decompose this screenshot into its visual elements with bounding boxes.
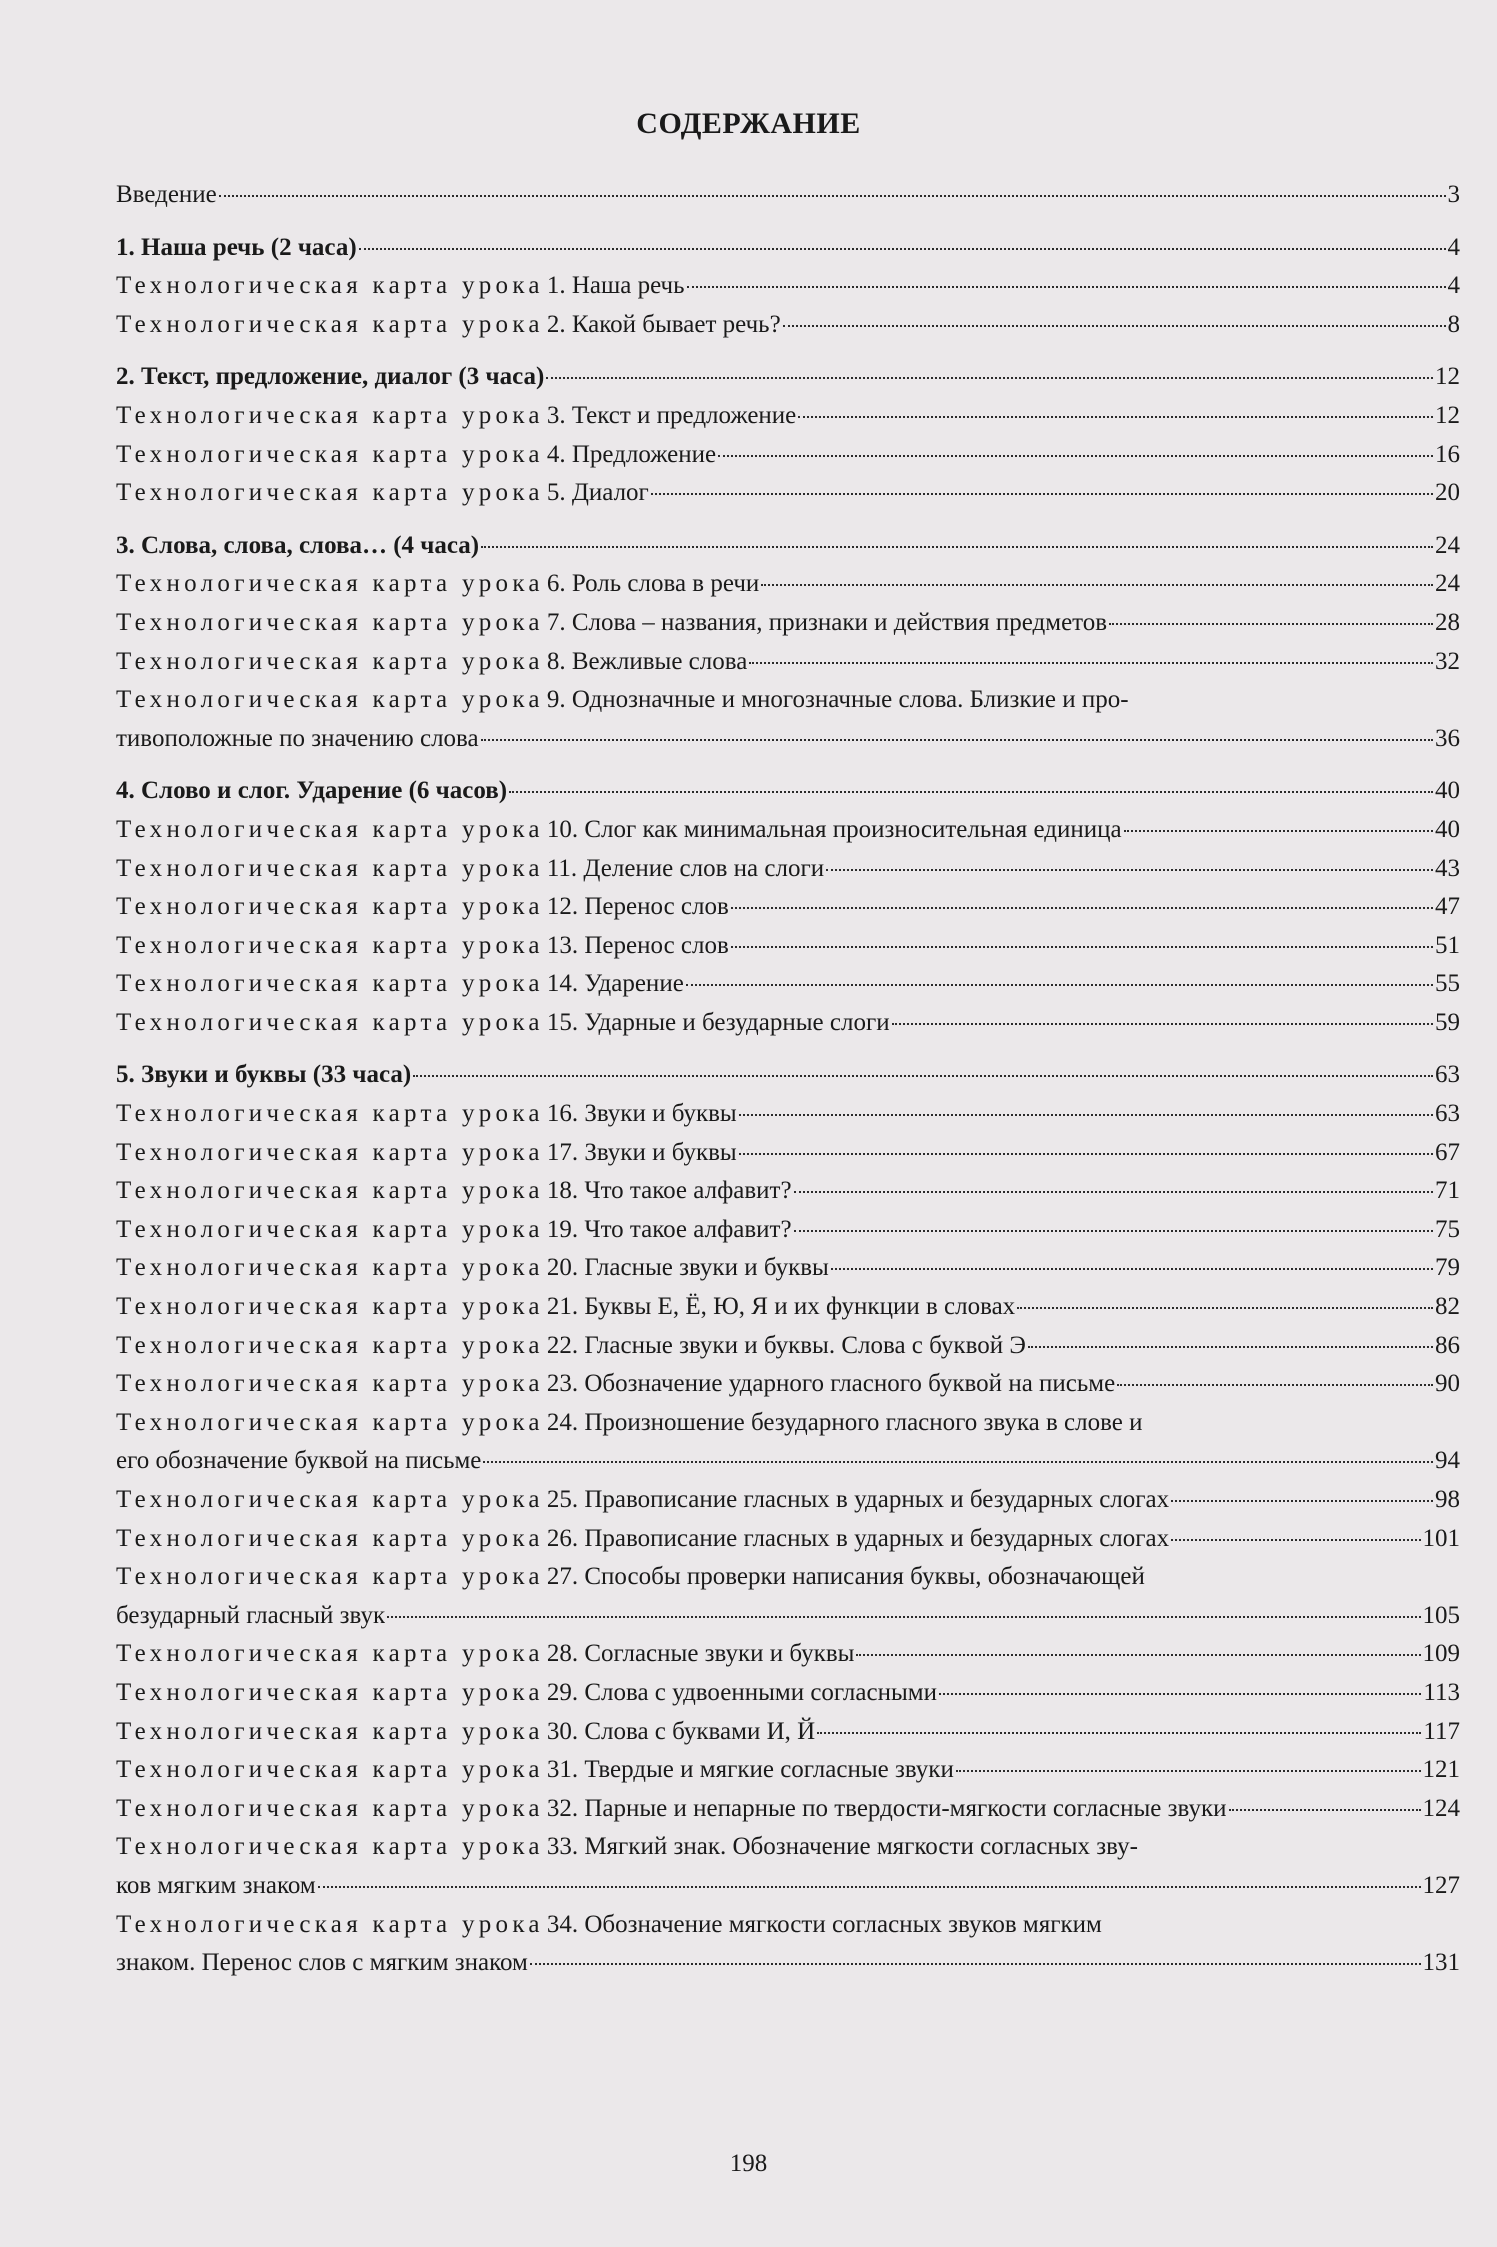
lesson-prefix: Технологическая карта урока (116, 1486, 544, 1513)
lesson-prefix: Технологическая карта урока (116, 1524, 544, 1552)
lesson-prefix: Технологическая карта урока (116, 1678, 544, 1706)
entry-title: 3. Слова, слова, слова… (4 часа) (116, 531, 480, 559)
lesson-prefix: Технологическая карта урока (116, 310, 544, 338)
page-number: 198 (729, 2150, 768, 2177)
dot-leader (359, 248, 1446, 250)
toc-entry (116, 604, 1460, 643)
dot-leader (318, 1886, 1421, 1888)
dot-leader (546, 377, 1433, 379)
dot-leader (1171, 1539, 1420, 1541)
entry-title: 29. Слова с удвоенными согласными (546, 1678, 937, 1706)
toc-entry (116, 1288, 1460, 1327)
entry-title: 5. Диалог (546, 479, 649, 507)
toc-entry (116, 306, 1460, 345)
entry-title: ков мягким знаком (116, 1871, 316, 1899)
lesson-prefix: Технологическая карта урока (116, 1215, 544, 1243)
entry-title: 32. Парные и непарные по твердости-мягкости согласные звуки (546, 1794, 1227, 1822)
toc-section (116, 358, 1460, 397)
dot-leader (1109, 623, 1433, 625)
lesson-prefix: Технологическая карта урока (116, 647, 544, 675)
dot-leader (798, 416, 1433, 418)
page-ref: 67 (1435, 1138, 1460, 1166)
toc-entry (116, 811, 1460, 850)
page-ref: 12 (1435, 363, 1460, 391)
toc-entry (116, 176, 1460, 215)
lesson-prefix: Технологическая карта урока (116, 1794, 544, 1822)
toc-entry (116, 1211, 1460, 1250)
dot-leader (481, 546, 1433, 548)
toc-entry (116, 474, 1460, 513)
toc-entry (116, 1713, 1460, 1752)
lesson-prefix: Технологическая карта урока (116, 970, 544, 998)
toc-entry (116, 643, 1460, 682)
entry-title: 19. Что такое алфавит? (546, 1215, 792, 1243)
entry-title: 27. Способы проверки написания буквы, обозначающей (546, 1563, 1145, 1591)
entry-title: 30. Слова с буквами И, Й (546, 1717, 816, 1745)
page-ref: 94 (1435, 1447, 1460, 1475)
dot-leader (731, 946, 1433, 948)
toc-entry (116, 1790, 1460, 1829)
dot-leader (481, 739, 1433, 741)
entry-title: знаком. Перенос слов с мягким знаком (116, 1949, 528, 1977)
lesson-prefix: Технологическая карта урока (116, 272, 544, 300)
toc-entry (116, 1172, 1460, 1211)
entry-title: 1. Наша речь (546, 272, 685, 300)
page-ref: 109 (1422, 1640, 1460, 1668)
page-ref: 113 (1423, 1678, 1460, 1706)
page-ref: 98 (1435, 1486, 1460, 1513)
entry-title: 25. Правописание гласных в ударных и безударных слогах (546, 1486, 1170, 1513)
entry-title: 24. Произношение безударного гласного звука в слове и (546, 1408, 1143, 1436)
entry-title: 18. Что такое алфавит? (546, 1177, 792, 1205)
entry-title: 14. Ударение (546, 970, 684, 998)
lesson-prefix: Технологическая карта урока (116, 815, 544, 843)
entry-title: 5. Звуки и буквы (33 часа) (116, 1061, 412, 1089)
page-ref: 12 (1435, 401, 1460, 429)
page-ref: 90 (1435, 1370, 1460, 1398)
dot-leader (794, 1191, 1433, 1193)
toc-entry (116, 397, 1460, 436)
entry-title: тивоположные по значению слова (116, 724, 479, 752)
entry-title: 2. Какой бывает речь? (546, 310, 781, 338)
lesson-prefix: Технологическая карта урока (116, 1910, 544, 1938)
entry-title: 23. Обозначение ударного гласного буквой на письме (546, 1370, 1116, 1398)
entry-title: 13. Перенос слов (546, 931, 729, 959)
lesson-prefix: Технологическая карта урока (116, 1100, 544, 1128)
entry-title: 4. Слово и слог. Ударение (6 часов) (116, 777, 508, 805)
entry-title: 33. Мягкий знак. Обозначение мягкости согласных зву- (546, 1833, 1138, 1861)
lesson-prefix: Технологическая карта урока (116, 1008, 544, 1036)
page-ref: 117 (1423, 1717, 1460, 1745)
dot-leader (1171, 1500, 1433, 1502)
page-title: СОДЕРЖАНИЕ (636, 107, 861, 140)
lesson-prefix: Технологическая карта урока (116, 440, 544, 468)
page-ref: 40 (1435, 815, 1460, 843)
lesson-prefix: Технологическая карта урока (116, 1563, 544, 1591)
entry-title: 11. Деление слов на слоги (546, 854, 825, 882)
lesson-prefix: Технологическая карта урока (116, 686, 544, 714)
toc-entry (116, 1906, 1460, 1983)
dot-leader (939, 1693, 1421, 1695)
dot-leader (783, 325, 1446, 327)
toc-entry (116, 267, 1460, 306)
dot-leader (1229, 1809, 1421, 1811)
entry-title: 12. Перенос слов (546, 893, 729, 921)
page-ref: 4 (1447, 272, 1460, 300)
entry-title: 34. Обозначение мягкости согласных звуков мягким (546, 1910, 1102, 1938)
dot-leader (731, 907, 1433, 909)
entry-title: 17. Звуки и буквы (546, 1138, 737, 1166)
page-ref: 63 (1435, 1100, 1460, 1128)
dot-leader (509, 791, 1433, 793)
lesson-prefix: Технологическая карта урока (116, 1717, 544, 1745)
page-ref: 4 (1447, 233, 1460, 261)
lesson-prefix: Технологическая карта урока (116, 1254, 544, 1282)
lesson-prefix: Технологическая карта урока (116, 401, 544, 429)
dot-leader (1124, 830, 1433, 832)
toc-entry (116, 1249, 1460, 1288)
lesson-prefix: Технологическая карта урока (116, 1756, 544, 1784)
toc-entry (116, 1404, 1460, 1481)
entry-title: 7. Слова – названия, признаки и действия предметов (546, 608, 1108, 636)
page-ref: 127 (1422, 1871, 1460, 1899)
page-ref: 8 (1447, 310, 1460, 338)
page-ref: 121 (1422, 1756, 1460, 1784)
toc-entry (116, 888, 1460, 927)
lesson-prefix: Технологическая карта урока (116, 1833, 544, 1861)
toc-section (116, 229, 1460, 268)
entry-title: 8. Вежливые слова (546, 647, 748, 675)
dot-leader (651, 493, 1433, 495)
lesson-prefix: Технологическая карта урока (116, 1370, 544, 1398)
lesson-prefix: Технологическая карта урока (116, 1640, 544, 1668)
page-ref: 16 (1435, 440, 1460, 468)
toc-entry (116, 927, 1460, 966)
dot-leader (817, 1732, 1421, 1734)
toc-entry (116, 1365, 1460, 1404)
page-ref: 124 (1422, 1794, 1460, 1822)
lesson-prefix: Технологическая карта урока (116, 479, 544, 507)
dot-leader (718, 455, 1433, 457)
page-ref: 43 (1435, 854, 1460, 882)
page-ref: 131 (1422, 1949, 1460, 1977)
page-ref: 63 (1435, 1061, 1460, 1089)
page-ref: 105 (1422, 1601, 1460, 1629)
lesson-prefix: Технологическая карта урока (116, 1177, 544, 1205)
toc-entry (116, 1004, 1460, 1043)
dot-leader (1028, 1346, 1433, 1348)
page-ref: 20 (1435, 479, 1460, 507)
page-ref: 75 (1435, 1215, 1460, 1243)
entry-title: 3. Текст и предложение (546, 401, 797, 429)
lesson-prefix: Технологическая карта урока (116, 1331, 544, 1359)
dot-leader (826, 869, 1433, 871)
lesson-prefix: Технологическая карта урока (116, 608, 544, 636)
entry-title: 21. Буквы Е, Ё, Ю, Я и их функции в словах (546, 1293, 1016, 1321)
entry-title: 1. Наша речь (2 часа) (116, 233, 357, 261)
page-ref: 24 (1435, 531, 1460, 559)
dot-leader (749, 662, 1433, 664)
lesson-prefix: Технологическая карта урока (116, 1138, 544, 1166)
dot-leader (831, 1268, 1433, 1270)
toc-entry (116, 1558, 1460, 1635)
toc-entry (116, 1134, 1460, 1173)
toc-section (116, 772, 1460, 811)
page-ref: 47 (1435, 893, 1460, 921)
dot-leader (530, 1963, 1421, 1965)
dot-leader (956, 1770, 1421, 1772)
entry-title: 26. Правописание гласных в ударных и безударных слогах (546, 1524, 1170, 1552)
page-ref: 51 (1435, 931, 1460, 959)
dot-leader (761, 584, 1433, 586)
entry-title: 28. Согласные звуки и буквы (546, 1640, 855, 1668)
entry-title: 31. Твердые и мягкие согласные звуки (546, 1756, 954, 1784)
toc-section (116, 527, 1460, 566)
lesson-prefix: Технологическая карта урока (116, 854, 544, 882)
dot-leader (219, 195, 1446, 197)
table-of-contents (116, 176, 1460, 1983)
entry-title: 9. Однозначные и многозначные слова. Близкие и про- (546, 686, 1129, 714)
toc-entry (116, 1520, 1460, 1559)
entry-title: 2. Текст, предложение, диалог (3 часа) (116, 363, 545, 391)
entry-title: 22. Гласные звуки и буквы. Слова с буквой Э (546, 1331, 1026, 1359)
entry-title: его обозначение буквой на письме (116, 1447, 482, 1475)
toc-entry (116, 681, 1460, 758)
toc-entry (116, 1327, 1460, 1366)
dot-leader (413, 1075, 1433, 1077)
entry-title: Введение (116, 181, 217, 208)
toc-entry (116, 436, 1460, 475)
dot-leader (1017, 1307, 1433, 1309)
entry-title: безударный гласный звук (116, 1601, 386, 1629)
entry-title: 6. Роль слова в речи (546, 570, 760, 598)
dot-leader (686, 984, 1433, 986)
entry-title: 15. Ударные и безударные слоги (546, 1008, 890, 1036)
page-ref: 55 (1435, 970, 1460, 998)
page-ref: 86 (1435, 1331, 1460, 1359)
lesson-prefix: Технологическая карта урока (116, 931, 544, 959)
lesson-prefix: Технологическая карта урока (116, 893, 544, 921)
page-ref: 79 (1435, 1254, 1460, 1282)
dot-leader (1117, 1384, 1433, 1386)
dot-leader (687, 286, 1446, 288)
toc-section (116, 1056, 1460, 1095)
dot-leader (892, 1023, 1433, 1025)
page-ref: 40 (1435, 777, 1460, 805)
lesson-prefix: Технологическая карта урока (116, 1408, 544, 1436)
dot-leader (739, 1114, 1433, 1116)
toc-entry (116, 1828, 1460, 1905)
lesson-prefix: Технологическая карта урока (116, 1293, 544, 1321)
dot-leader (856, 1654, 1420, 1656)
toc-entry (116, 1635, 1460, 1674)
toc-entry (116, 565, 1460, 604)
lesson-prefix: Технологическая карта урока (116, 570, 544, 598)
page-ref: 36 (1435, 724, 1460, 752)
dot-leader (739, 1153, 1433, 1155)
dot-leader (387, 1616, 1420, 1618)
page-ref: 59 (1435, 1008, 1460, 1036)
page-ref: 32 (1435, 647, 1460, 675)
page-ref: 71 (1435, 1177, 1460, 1205)
page-ref: 3 (1447, 181, 1460, 208)
toc-entry (116, 850, 1460, 889)
dot-leader (483, 1461, 1433, 1463)
toc-entry (116, 1674, 1460, 1713)
entry-title: 16. Звуки и буквы (546, 1100, 737, 1128)
entry-title: 20. Гласные звуки и буквы (546, 1254, 829, 1282)
entry-title: 10. Слог как минимальная произносительная единица (546, 815, 1122, 843)
entry-title: 4. Предложение (546, 440, 717, 468)
page-ref: 82 (1435, 1293, 1460, 1321)
dot-leader (794, 1230, 1433, 1232)
page-ref: 24 (1435, 570, 1460, 598)
toc-entry (116, 965, 1460, 1004)
toc-entry (116, 1751, 1460, 1790)
toc-entry (116, 1481, 1460, 1520)
page-ref: 28 (1435, 608, 1460, 636)
page-ref: 101 (1422, 1524, 1460, 1552)
toc-entry (116, 1095, 1460, 1134)
